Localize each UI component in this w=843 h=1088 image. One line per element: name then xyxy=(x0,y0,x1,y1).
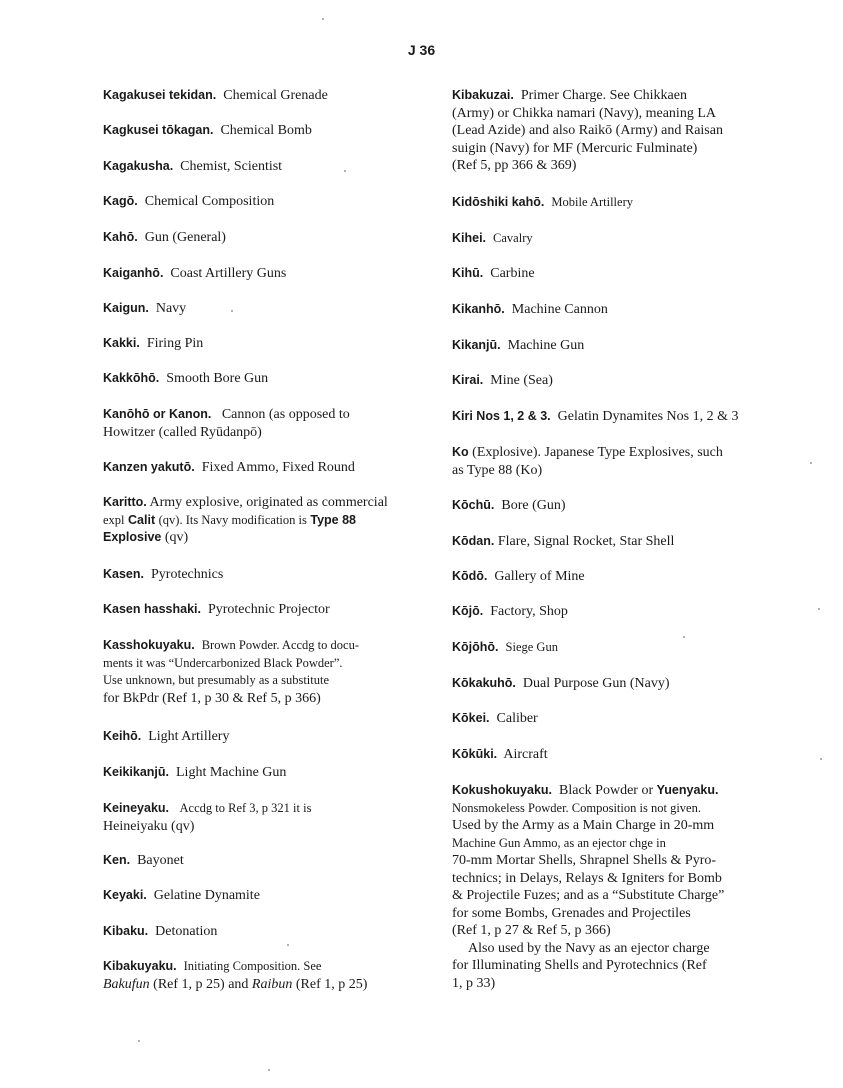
entry-term: Kōchū. xyxy=(452,498,495,512)
entry-term: Kihū. xyxy=(452,266,484,280)
glossary-entry xyxy=(452,746,782,764)
entry-definition: Bore (Gun) xyxy=(501,498,566,513)
entry-term: Ko xyxy=(452,445,469,459)
entry-definition: Pyrotechnics xyxy=(151,567,224,582)
entry-term: Kōjōhō. xyxy=(452,640,499,654)
entry-crossref: Calit xyxy=(128,512,156,527)
entry-definition: Black Powder or xyxy=(559,783,654,798)
glossary-entry xyxy=(103,158,423,176)
entry-definition-cont: Heineiyaku (qv) xyxy=(103,818,195,834)
entry-term: Keineyaku. xyxy=(103,801,170,815)
entry-definition-cont: & Projectile Fuzes; and as a “Substitute Charge” xyxy=(452,888,725,903)
entry-definition: Firing Pin xyxy=(146,336,204,351)
entry-term: Kōkei. xyxy=(452,711,490,725)
glossary-entry xyxy=(452,444,782,479)
scan-speck xyxy=(683,636,685,638)
glossary-entry xyxy=(103,887,423,905)
glossary-entry xyxy=(103,459,423,477)
entry-definition: Gelatine Dynamite xyxy=(153,888,260,903)
scan-speck xyxy=(810,462,812,464)
page-number: J 36 xyxy=(407,42,436,58)
entry-definition-cont: Also used by the Navy as an ejector charge xyxy=(468,940,710,956)
glossary-entry xyxy=(103,494,423,547)
glossary-entry xyxy=(103,923,423,941)
entry-definition: Siege Gun xyxy=(505,640,558,654)
glossary-entry xyxy=(452,675,782,693)
entry-definition: Mobile Artillery xyxy=(551,195,633,209)
entry-definition: Mine (Sea) xyxy=(490,373,553,388)
glossary-entry xyxy=(103,406,423,441)
glossary-entry xyxy=(452,265,782,283)
entry-term: Kōkūki. xyxy=(452,747,498,761)
glossary-entry xyxy=(452,372,782,390)
entry-term: Kaigun. xyxy=(103,301,149,315)
entry-term: Kibaku. xyxy=(103,924,149,938)
entry-definition: Accdg to Ref 3, p 321 it is xyxy=(179,801,312,815)
entry-term: Keikikanjū. xyxy=(103,765,169,779)
entry-definition-cont: (Army) or Chikka namari (Navy), meaning LA xyxy=(452,105,716,121)
entry-term: Kikanhō. xyxy=(452,302,505,316)
entry-term: Kanzen yakutō. xyxy=(103,460,195,474)
glossary-entry xyxy=(452,710,782,728)
entry-definition: Carbine xyxy=(490,266,535,281)
entry-definition-cont: for BkPdr (Ref 1, p 30 & Ref 5, p 366) xyxy=(103,690,321,706)
entry-term: Kihei. xyxy=(452,231,487,245)
entry-definition: Gallery of Mine xyxy=(494,569,585,584)
entry-definition-cont: (qv) xyxy=(164,530,189,545)
entry-term: Kakki. xyxy=(103,336,140,350)
glossary-entry xyxy=(103,637,423,707)
glossary-entry xyxy=(452,194,782,212)
glossary-entry xyxy=(103,852,423,870)
entry-definition: Pyrotechnic Projector xyxy=(207,602,330,617)
entry-definition-cont: Used by the Army as a Main Charge in 20-mm xyxy=(452,818,715,833)
scan-speck xyxy=(231,310,233,312)
entry-definition: Light Artillery xyxy=(148,729,230,744)
entry-term: Kagkusei tōkagan. xyxy=(103,123,214,137)
scan-speck xyxy=(138,1040,140,1042)
glossary-entry xyxy=(103,800,423,835)
glossary-entry xyxy=(103,193,423,211)
glossary-entry xyxy=(103,335,423,353)
entry-definition-cont: 70-mm Mortar Shells, Shrapnel Shells & Pyro- xyxy=(452,853,717,868)
entry-definition-cont: Machine Gun Ammo, as an ejector chge in xyxy=(452,835,666,850)
entry-definition: Gelatin Dynamites Nos 1, 2 & 3 xyxy=(557,409,739,424)
scan-speck xyxy=(818,608,820,610)
entry-definition: (Explosive). Japanese Type Explosives, such xyxy=(472,445,723,460)
entry-crossref: Raibun xyxy=(251,976,293,992)
glossary-entry xyxy=(452,301,782,319)
entry-term: Kōdan. xyxy=(452,534,495,548)
entry-definition: Smooth Bore Gun xyxy=(166,371,269,386)
entry-definition-cont: as Type 88 (Ko) xyxy=(452,462,543,478)
scan-speck xyxy=(287,944,289,946)
entry-crossref: Explosive xyxy=(103,530,162,544)
glossary-entry xyxy=(452,639,782,657)
entry-definition: Flare, Signal Rocket, Star Shell xyxy=(497,534,675,549)
entry-term: Karitto. xyxy=(103,495,147,509)
entry-definition: Caliber xyxy=(496,711,538,726)
entry-definition: Aircraft xyxy=(503,747,548,762)
entry-definition-cont: (qv). Its Navy modification is xyxy=(158,512,307,527)
entry-term: Kasshokuyaku. xyxy=(103,638,195,652)
entry-term: Kiri Nos 1, 2 & 3. xyxy=(452,409,551,423)
glossary-entry xyxy=(103,601,423,619)
scan-speck xyxy=(820,758,822,760)
glossary-entry xyxy=(452,87,782,175)
entry-definition: Machine Cannon xyxy=(511,302,608,317)
entry-definition: Gun (General) xyxy=(144,230,226,245)
entry-definition: Coast Artillery Guns xyxy=(170,266,287,281)
entry-definition: Chemical Bomb xyxy=(220,123,312,138)
glossary-entry xyxy=(103,958,423,993)
entry-term: Kōdō. xyxy=(452,569,488,583)
entry-definition: Primer Charge. See Chikkaen xyxy=(520,88,687,103)
glossary-entry xyxy=(103,87,423,105)
entry-definition-cont: technics; in Delays, Relays & Igniters for Bomb xyxy=(452,870,722,886)
glossary-entry xyxy=(452,337,782,355)
entry-definition-cont: 1, p 33) xyxy=(452,975,496,991)
entry-definition-cont: Howitzer (called Ryūdanpō) xyxy=(103,424,262,440)
entry-definition: Factory, Shop xyxy=(490,604,568,619)
entry-definition: Chemist, Scientist xyxy=(180,159,283,174)
entry-crossref: Type 88 xyxy=(310,512,356,527)
entry-definition: Army explosive, originated as commercial xyxy=(149,495,388,510)
entry-term: Kagakusei tekidan. xyxy=(103,88,217,102)
entry-definition-cont: for some Bombs, Grenades and Projectiles xyxy=(452,905,691,921)
entry-definition-cont: suigin (Navy) for MF (Mercuric Fulminate) xyxy=(452,140,698,156)
entry-definition-cont: (Ref 1, p 27 & Ref 5, p 366) xyxy=(452,923,611,938)
entry-term: Kidōshiki kahō. xyxy=(452,195,545,209)
entry-term: Kaiganhō. xyxy=(103,266,164,280)
entry-definition: Cannon (as opposed to xyxy=(221,407,350,422)
glossary-entry xyxy=(103,265,423,283)
entry-crossref: Bakufun xyxy=(103,976,150,992)
glossary-entry xyxy=(103,300,423,318)
entry-definition-cont: (Ref 5, pp 366 & 369) xyxy=(452,158,577,173)
entry-crossref: Yuenyaku. xyxy=(656,783,719,797)
scan-speck xyxy=(268,1069,270,1071)
glossary-entry xyxy=(103,370,423,388)
entry-definition-cont: Use unknown, but presumably as a substitute xyxy=(103,673,330,687)
glossary-entry xyxy=(452,568,782,586)
glossary-entry xyxy=(103,728,423,746)
entry-definition-cont: ments it was “Undercarbonized Black Powder”. xyxy=(103,655,343,670)
entry-definition: Light Machine Gun xyxy=(176,765,287,780)
scan-speck xyxy=(322,18,324,20)
glossary-entry xyxy=(452,782,782,992)
entry-definition-cont: for Illuminating Shells and Pyrotechnics (Ref xyxy=(452,958,707,973)
entry-term: Keihō. xyxy=(103,729,142,743)
entry-term: Kagō. xyxy=(103,194,138,208)
entry-term: Kahō. xyxy=(103,230,138,244)
entry-definition-cont: (Ref 1, p 25) and xyxy=(153,976,249,992)
glossary-entry xyxy=(452,603,782,621)
glossary-entry xyxy=(103,764,423,782)
glossary-entry xyxy=(452,497,782,515)
glossary-entry xyxy=(452,230,782,248)
entry-term: Kirai. xyxy=(452,373,484,387)
entry-term: Kikanjū. xyxy=(452,338,501,352)
entry-term: Keyaki. xyxy=(103,888,147,902)
entry-term: Kōkakuhō. xyxy=(452,676,516,690)
entry-term: Kokushokuyaku. xyxy=(452,783,553,797)
entry-definition: Detonation xyxy=(155,924,218,939)
entry-definition: Chemical Composition xyxy=(144,194,275,209)
entry-term: Kibakuzai. xyxy=(452,88,514,102)
entry-term: Kōjō. xyxy=(452,604,484,618)
entry-term: Kasen hasshaki. xyxy=(103,602,201,616)
entry-definition-cont: (Lead Azide) and also Raikō (Army) and Raisan xyxy=(452,123,723,138)
entry-definition: Machine Gun xyxy=(507,338,585,353)
entry-term: Kanōhō or Kanon. xyxy=(103,407,212,421)
entry-definition-cont: expl xyxy=(103,512,125,527)
entry-definition: Bayonet xyxy=(137,853,184,868)
scan-speck xyxy=(344,170,346,172)
entry-term: Kibakuyaku. xyxy=(103,959,177,973)
entry-term: Kakkōhō. xyxy=(103,371,160,385)
glossary-entry xyxy=(103,122,423,140)
entry-definition-cont: Nonsmokeless Powder. Composition is not given. xyxy=(452,800,701,815)
glossary-entry xyxy=(103,229,423,247)
glossary-entry xyxy=(452,408,782,426)
entry-definition: Chemical Grenade xyxy=(223,88,328,103)
entry-term: Ken. xyxy=(103,853,131,867)
entry-term: Kagakusha. xyxy=(103,159,174,173)
entry-term: Kasen. xyxy=(103,567,144,581)
entry-definition: Cavalry xyxy=(493,231,533,245)
entry-definition: Dual Purpose Gun (Navy) xyxy=(522,676,670,691)
entry-definition: Brown Powder. Accdg to docu- xyxy=(201,638,359,652)
entry-definition: Initiating Composition. See xyxy=(183,959,322,973)
entry-definition-cont: (Ref 1, p 25) xyxy=(295,976,368,992)
glossary-entry xyxy=(452,533,782,551)
entry-definition: Fixed Ammo, Fixed Round xyxy=(201,460,355,475)
entry-definition: Navy xyxy=(155,301,187,316)
glossary-entry xyxy=(103,566,423,584)
